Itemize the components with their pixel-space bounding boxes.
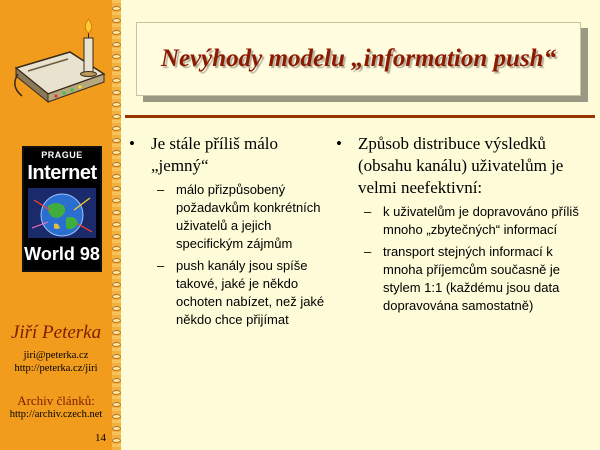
- binding-ring: [112, 366, 121, 371]
- internet-world-logo: [22, 146, 102, 272]
- dash-icon: –: [364, 244, 372, 259]
- binding-ring: [112, 66, 121, 71]
- sub-bullet-item: [336, 243, 594, 315]
- logo-internet: Internet: [27, 162, 97, 184]
- binding-ring: [112, 330, 121, 335]
- binding-ring: [112, 282, 121, 287]
- sub-bullet-item: [129, 181, 337, 253]
- binding-ring: [112, 222, 121, 227]
- sub-bullet-text: transport stejných informací k mnoha příjemcům současně je stylem 1:1 (každému jsou data dopravována samostatně): [383, 244, 561, 313]
- binding-ring: [112, 42, 121, 47]
- binding-ring: [112, 90, 121, 95]
- dash-icon: –: [364, 204, 372, 219]
- binding-ring: [112, 294, 121, 299]
- binding-ring: [112, 438, 121, 443]
- title-box: [136, 22, 581, 96]
- sub-bullet-item: [336, 203, 594, 239]
- binding-ring: [112, 174, 121, 179]
- binding-ring: [112, 162, 121, 167]
- logo-world: World 98: [24, 244, 100, 264]
- modem-icon: [8, 16, 108, 104]
- dash-icon: –: [157, 258, 165, 273]
- slide-title: Nevýhody modelu „information push“: [160, 45, 557, 72]
- binding-ring: [112, 78, 121, 83]
- author-name: Jiří Peterka: [10, 322, 102, 343]
- author-email-link[interactable]: jiri@peterka.cz: [23, 350, 89, 361]
- archive-label: Archiv článků:: [17, 393, 95, 408]
- binding-ring: [112, 426, 121, 431]
- binding-ring: [112, 258, 121, 263]
- binding-ring: [112, 126, 121, 131]
- binding-ring: [112, 246, 121, 251]
- author-web-link[interactable]: http://peterka.cz/jiri: [14, 363, 98, 374]
- sub-bullet-text: k uživatelům je dopravováno příliš mnoho „zbytečných“ informací: [383, 204, 579, 237]
- binding-ring: [112, 210, 121, 215]
- globe-icon: [28, 188, 96, 238]
- logo-city: PRAGUE: [41, 150, 83, 160]
- binding-ring: [112, 234, 121, 239]
- binding-ring: [112, 54, 121, 59]
- dash-icon: –: [157, 182, 165, 197]
- binding-ring: [112, 150, 121, 155]
- bullet-text: Způsob distribuce výsledků (obsahu kanálu) uživatelům je velmi neefektivní:: [358, 134, 564, 197]
- binding-ring: [112, 138, 121, 143]
- binding-ring: [112, 306, 121, 311]
- binding-ring: [112, 354, 121, 359]
- left-column: [129, 133, 337, 333]
- page-number: 14: [95, 432, 106, 444]
- bullet-dot-icon: •: [129, 134, 135, 153]
- bullet-dot-icon: •: [336, 134, 342, 153]
- binding-ring: [112, 390, 121, 395]
- sub-bullet-text: push kanály jsou spíše takové, jaké je někdo ochoten nabízet, než jaké někdo chce přijímat: [176, 258, 325, 327]
- binding-ring: [112, 102, 121, 107]
- binding-ring: [112, 6, 121, 11]
- binding-ring: [112, 270, 121, 275]
- binding-ring: [112, 186, 121, 191]
- title-divider: [125, 115, 595, 118]
- sub-bullet-text: málo přizpůsobený požadavkům konkrétních uživatelů a jejich specifickým zájmům: [176, 182, 321, 251]
- binding-ring: [112, 18, 121, 23]
- binding-ring: [112, 378, 121, 383]
- binding-ring: [112, 30, 121, 35]
- bullet-item: [129, 133, 337, 177]
- bullet-text: Je stále příliš málo „jemný“: [151, 134, 279, 175]
- bullet-item: [336, 133, 594, 199]
- archive-link[interactable]: http://archiv.czech.net: [9, 409, 103, 420]
- sub-bullet-item: [129, 257, 337, 329]
- binding-ring: [112, 402, 121, 407]
- binding-ring: [112, 342, 121, 347]
- binding-ring: [112, 318, 121, 323]
- binding-ring: [112, 198, 121, 203]
- binding-ring: [112, 414, 121, 419]
- right-column: [336, 133, 594, 319]
- binding-ring: [112, 114, 121, 119]
